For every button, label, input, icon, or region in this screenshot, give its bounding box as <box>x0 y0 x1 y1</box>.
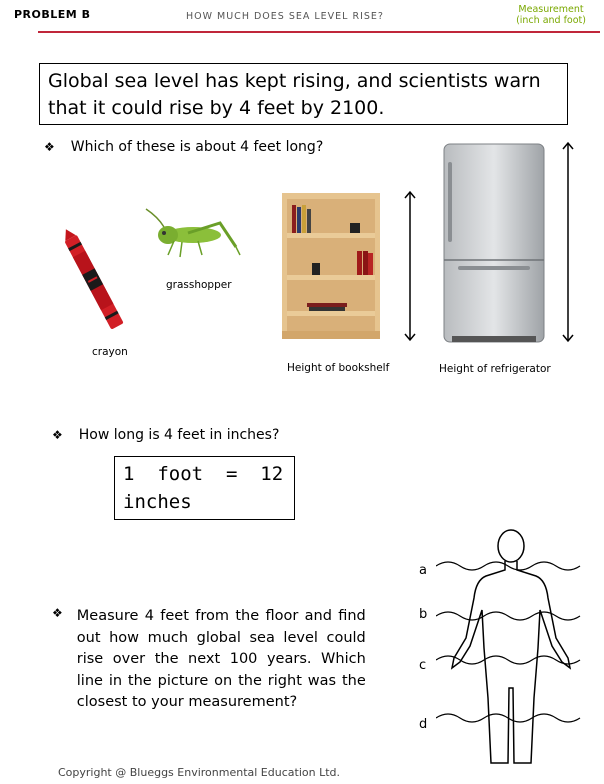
diamond-bullet-icon: ❖ <box>44 140 55 154</box>
human-outline-icon <box>452 530 570 763</box>
line-label-d: d <box>419 717 428 732</box>
water-line-b <box>436 612 580 620</box>
question-1-text: Which of these is about 4 feet long? <box>70 139 324 155</box>
line-label-a: a <box>419 563 427 578</box>
crayon-caption: crayon <box>92 346 128 358</box>
refrigerator-caption: Height of refrigerator <box>439 363 551 375</box>
grasshopper-caption: grasshopper <box>166 279 232 291</box>
diamond-bullet-icon: ❖ <box>52 606 63 620</box>
diamond-bullet-icon: ❖ <box>52 428 63 442</box>
category-line-1: Measurement <box>518 4 584 15</box>
line-label-b: b <box>419 607 428 622</box>
bookshelf-height-arrow-icon <box>403 190 417 342</box>
problem-label: PROBLEM B <box>14 8 91 21</box>
bookshelf-image <box>282 193 382 341</box>
water-line-a <box>436 562 580 570</box>
conversion-formula <box>114 456 295 520</box>
question-3-text: Measure 4 feet from the floor and find out how much global sea level could rise over the next 100 years. Which line in the picture on the right was the closest to your measurement? <box>76 608 366 710</box>
question-2 <box>52 425 279 446</box>
category-line-2: (inch and foot) <box>516 15 586 26</box>
worksheet-title: HOW MUCH DOES SEA LEVEL RISE? <box>186 11 384 22</box>
bookshelf-caption: Height of bookshelf <box>287 362 390 374</box>
formula-line-2: inches <box>123 491 192 513</box>
lead-statement: Global sea level has kept rising, and scientists warn that it could rise by 4 feet by 2100. <box>39 63 568 125</box>
grasshopper-image <box>138 203 242 261</box>
human-figure-diagram <box>436 528 586 770</box>
category-label <box>516 4 586 26</box>
formula-line-1: 1 foot = 12 <box>123 463 284 485</box>
crayon-image <box>60 228 130 340</box>
question-3 <box>52 606 372 714</box>
question-2-text: How long is 4 feet in inches? <box>78 427 280 443</box>
question-1 <box>44 137 323 158</box>
refrigerator-image <box>442 142 546 344</box>
line-label-c: c <box>419 658 427 673</box>
header-rule <box>38 31 600 33</box>
copyright-footer: Copyright @ Blueggs Environmental Education Ltd. <box>58 766 340 779</box>
refrigerator-height-arrow-icon <box>561 141 575 343</box>
